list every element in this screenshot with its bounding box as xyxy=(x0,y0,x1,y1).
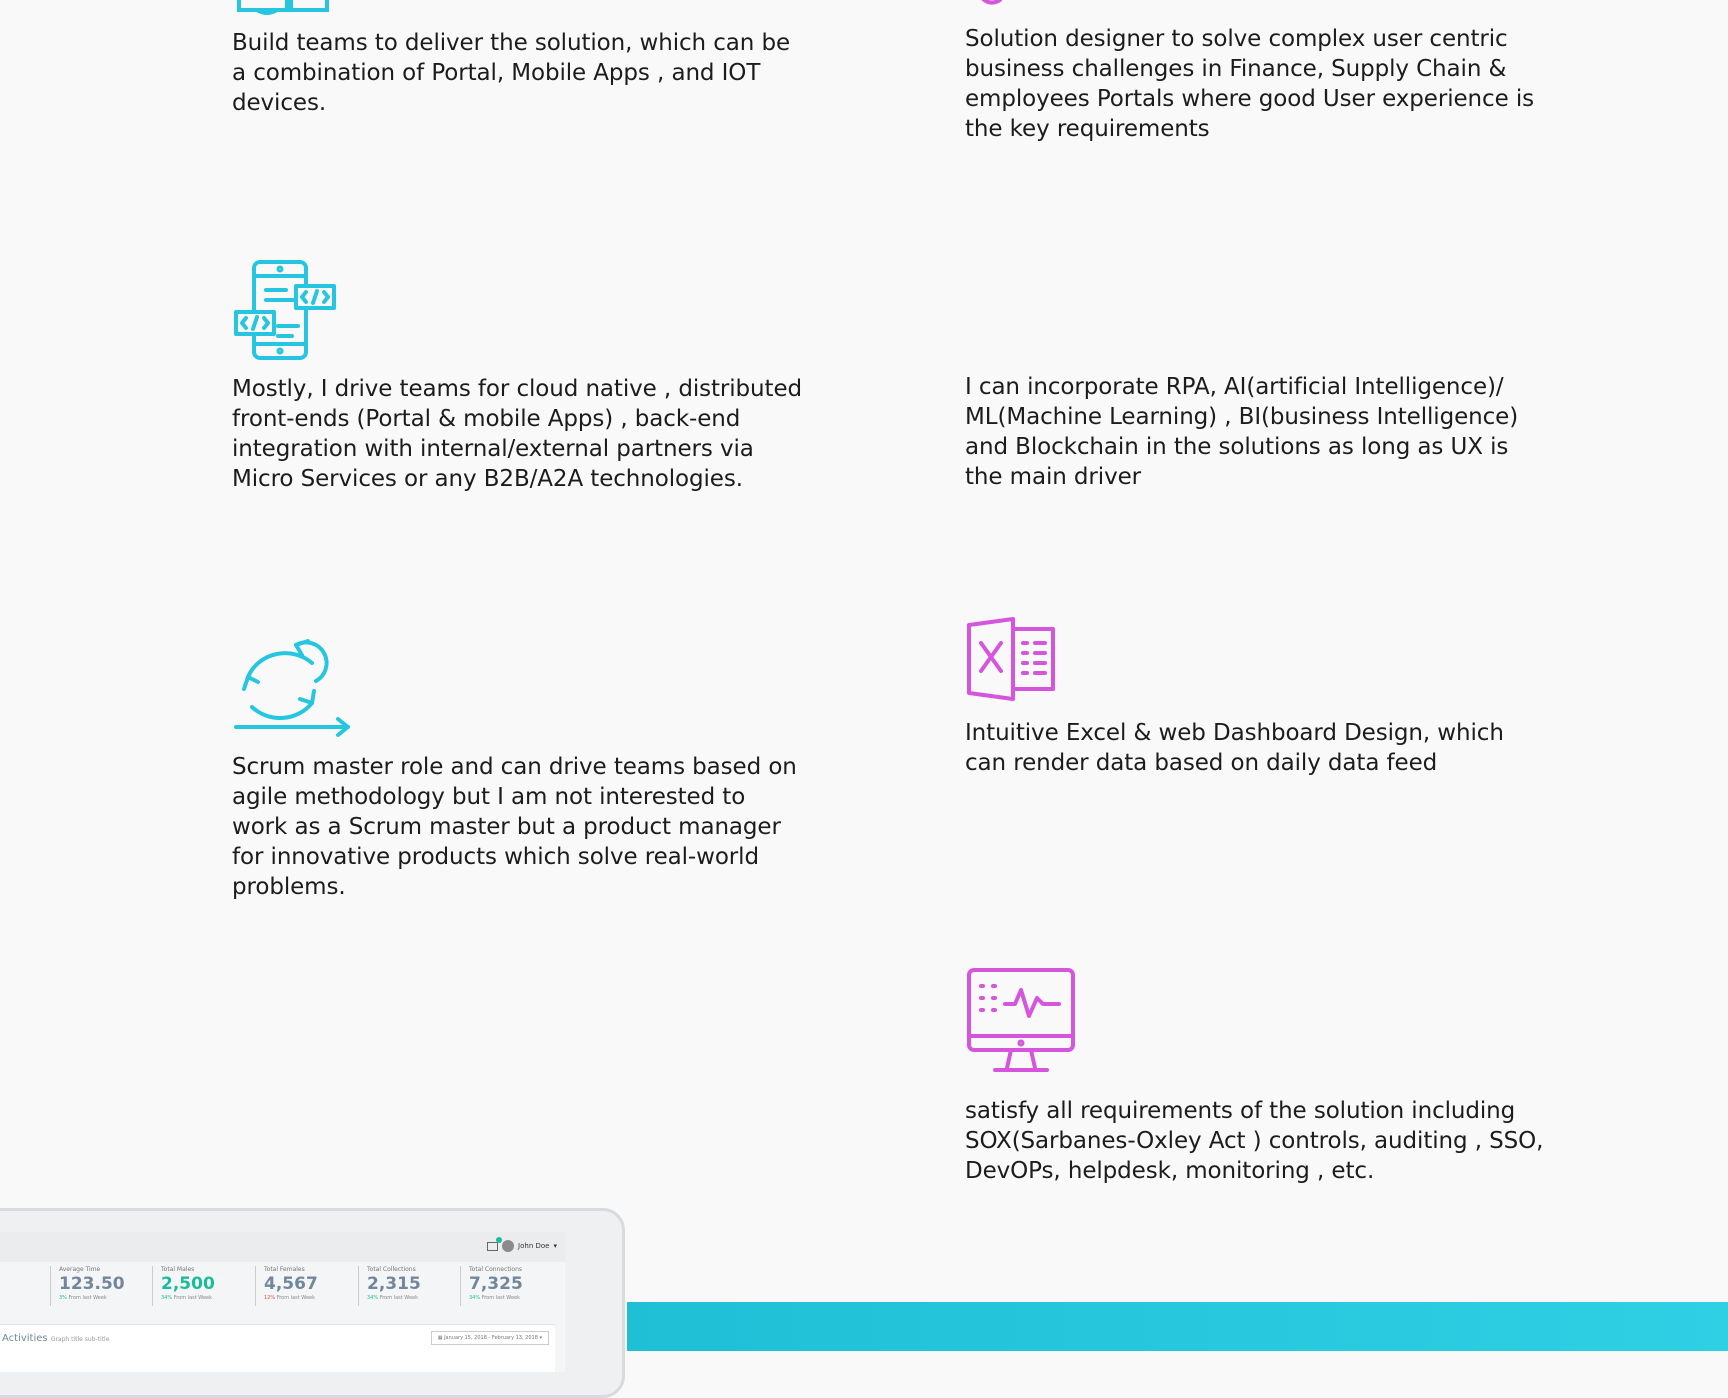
agile-cycle-icon xyxy=(234,635,352,737)
stat-value: 2,500 xyxy=(161,1274,215,1294)
stat-total-females xyxy=(255,1266,318,1306)
stat-total-connections xyxy=(460,1266,523,1306)
feature-teams-text: Build teams to deliver the solution, which can be a combination of Portal, Mobile Apps , and IOT devices. xyxy=(232,30,791,116)
stat-delta: 34% From last Week xyxy=(469,1295,521,1301)
design-icon xyxy=(980,0,1020,6)
activities-panel xyxy=(0,1324,555,1372)
feature-ai xyxy=(965,372,1525,492)
stat-label: Total Collections xyxy=(367,1266,416,1273)
stat-label: Total Females xyxy=(264,1266,305,1273)
user-menu[interactable] xyxy=(487,1240,557,1252)
activities-subtitle: Graph title sub-title xyxy=(50,1336,110,1343)
stat-value: 2,315 xyxy=(367,1274,421,1294)
activities-title: Activities Graph title sub-title xyxy=(2,1333,110,1344)
stat-delta: 34% From last Week xyxy=(161,1295,213,1301)
feature-ai-text: I can incorporate RPA, AI(artificial Intelligence)/ ML(Machine Learning) , BI(business Intelligence) and Blockchain in the solutions as long as UX is the main driver xyxy=(965,374,1519,490)
feature-scrum xyxy=(232,752,802,902)
monitor-pulse-icon xyxy=(967,968,1075,1076)
footer-band xyxy=(627,1302,1728,1351)
stat-label: Total Males xyxy=(161,1266,195,1273)
stat-delta: 34% From last Week xyxy=(367,1295,419,1301)
stat-value: 4,567 xyxy=(264,1274,318,1294)
mail-icon[interactable] xyxy=(487,1242,498,1251)
dashboard-screen xyxy=(0,1232,565,1372)
stat-total-collections xyxy=(358,1266,421,1306)
date-range-picker[interactable]: ▦ January 15, 2018 - February 13, 2018 ▾ xyxy=(431,1331,549,1345)
feature-cloud xyxy=(232,374,802,494)
stat-value: 123.50 xyxy=(59,1274,125,1294)
excel-icon xyxy=(967,619,1055,701)
devices-icon xyxy=(235,0,335,16)
feature-excel-text: Intuitive Excel & web Dashboard Design, which can render data based on daily data feed xyxy=(965,720,1504,776)
feature-scrum-text: Scrum master role and can drive teams based on agile methodology but I am not interested to work as a Scrum master but a product manager for innovative products which solve real-world problems. xyxy=(232,754,797,900)
feature-cloud-text: Mostly, I drive teams for cloud native , distributed front-ends (Portal & mobile Apps) , back-end integration with internal/external partners via Micro Services or any B2B/A2A technologies. xyxy=(232,376,803,492)
mobile-code-icon xyxy=(234,260,336,360)
stat-value: 7,325 xyxy=(469,1274,523,1294)
stat-label: Average Time xyxy=(59,1266,101,1273)
avatar xyxy=(502,1240,514,1252)
feature-designer-text: Solution designer to solve complex user centric business challenges in Finance, Supply Chain & employees Portals where good User experience is the key requirements xyxy=(965,26,1534,142)
feature-monitor xyxy=(965,1096,1545,1186)
feature-designer xyxy=(965,24,1545,144)
stat-average-time xyxy=(50,1266,125,1306)
calendar-icon: ▦ xyxy=(437,1335,443,1341)
feature-monitor-text: satisfy all requirements of the solution including SOX(Sarbanes-Oxley Act ) controls, auditing , SSO, DevOPs, helpdesk, monitoring , etc. xyxy=(965,1098,1544,1184)
stat-delta: 3% From last Week xyxy=(59,1295,107,1301)
user-name: John Doe xyxy=(518,1242,550,1250)
feature-excel xyxy=(965,718,1525,778)
stat-label: Total Connections xyxy=(469,1266,522,1273)
dashboard-topbar xyxy=(0,1232,565,1262)
stat-delta: 12% From last Week xyxy=(264,1295,316,1301)
feature-teams xyxy=(232,28,792,118)
chevron-down-icon: ▾ xyxy=(553,1242,557,1250)
stat-total-males xyxy=(152,1266,215,1306)
notification-badge xyxy=(496,1237,502,1243)
